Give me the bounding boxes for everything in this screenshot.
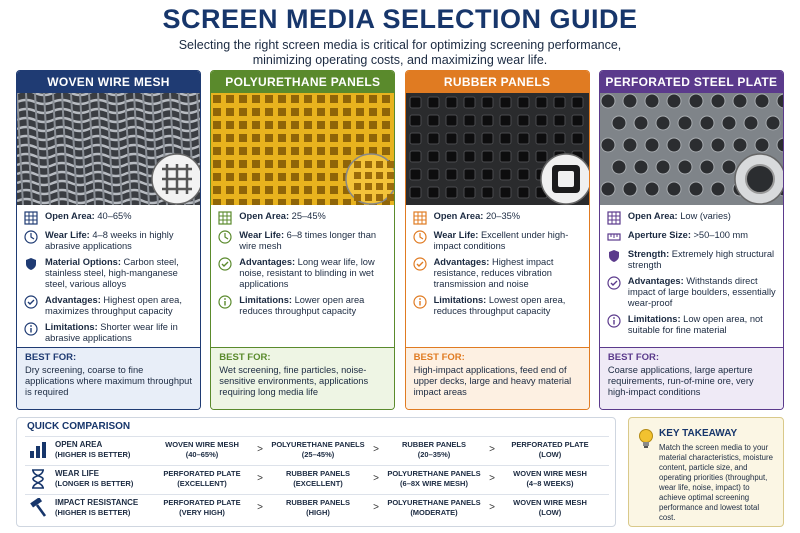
property-key: Open Area: <box>239 211 290 221</box>
takeaway-body: Match the screen media to your material characteristics, moisture content, particle size, and operating priorities (throughput, wear life, noise, impact) to achieve optimal screening performance and lowest total cost. <box>659 443 773 522</box>
property-key: Advantages: <box>433 257 490 267</box>
comparison-value-detail: (EXCELLENT) <box>177 478 227 488</box>
property-key: Limitations: <box>239 295 292 305</box>
info-circle-icon <box>606 314 622 328</box>
shield-icon <box>606 249 622 263</box>
comparison-value <box>499 469 601 488</box>
comparison-value-name: POLYURETHANE PANELS <box>387 469 481 478</box>
best-for-title: BEST FOR: <box>607 352 660 363</box>
property-key: Advantages: <box>45 295 101 305</box>
property-row <box>217 230 388 252</box>
property-value: Long wear life, low noise, resistant to blinding in wet applications <box>239 257 375 289</box>
comparison-value <box>151 498 253 517</box>
property-key: Open Area: <box>627 211 678 221</box>
property-value: Lowest open area, reduces throughput capacity <box>433 295 566 316</box>
property-row <box>23 295 194 317</box>
property-value: 6–8 times longer than wire mesh <box>239 230 377 251</box>
media-card <box>16 70 201 410</box>
best-for <box>600 347 783 409</box>
property-row <box>606 276 777 309</box>
comparison-value <box>499 498 601 517</box>
comparison-label-sub: (HIGHER IS BETTER) <box>55 449 131 459</box>
comparison-value-name: POLYURETHANE PANELS <box>271 440 365 449</box>
arrow-right-icon: > <box>489 444 495 455</box>
property-row <box>606 249 777 271</box>
comparison-value-detail: (LOW) <box>538 507 562 517</box>
property-key: Limitations: <box>433 295 487 305</box>
clock-icon <box>412 230 428 244</box>
property-row <box>217 257 388 290</box>
grid-icon <box>606 211 622 225</box>
comparison-value <box>383 440 485 459</box>
property-row <box>23 322 194 344</box>
comparison-value-name: RUBBER PANELS <box>401 440 467 449</box>
property-row <box>412 211 583 225</box>
property-value: 20–35% <box>483 211 521 221</box>
comparison-value <box>151 469 253 488</box>
property-value: Lower open area reduces throughput capacity <box>239 295 365 316</box>
arrow-right-icon: > <box>373 473 379 484</box>
grid-icon <box>217 211 233 225</box>
property-value: Withstands direct impact of large boulders, essentially wear-proof <box>627 276 776 308</box>
comparison-value-detail: (25–45%) <box>301 449 335 459</box>
property-key: Advantages: <box>627 276 684 286</box>
best-for-text: Wet screening, fine particles, noise-sensitive environments, applications requiring long media life <box>219 365 369 397</box>
comparison-row <box>25 436 609 462</box>
comparison-value-name: WOVEN WIRE MESH <box>513 469 587 478</box>
check-circle-icon <box>23 295 39 309</box>
property-key: Aperture Size: <box>627 230 691 240</box>
best-for <box>211 347 394 409</box>
comparison-value <box>383 498 485 517</box>
comparison-label-sub: (HIGHER IS BETTER) <box>55 507 131 517</box>
card-header: PERFORATED STEEL PLATE <box>600 71 783 93</box>
card-header: WOVEN WIRE MESH <box>17 71 200 93</box>
comparison-value-detail: (HIGH) <box>306 507 330 517</box>
property-row <box>412 257 583 290</box>
best-for-title: BEST FOR: <box>219 352 271 363</box>
media-card <box>210 70 395 410</box>
bar-chart-icon <box>25 439 51 461</box>
comparison-value-name: RUBBER PANELS <box>285 498 351 507</box>
comparison-value-detail: (MODERATE) <box>410 507 458 517</box>
key-takeaway <box>628 417 784 527</box>
arrow-right-icon: > <box>373 444 379 455</box>
check-circle-icon <box>217 257 233 271</box>
card-image <box>17 93 200 205</box>
property-key: Advantages: <box>239 257 296 267</box>
comparison-value-detail: (4–8 WEEKS) <box>526 478 574 488</box>
property-row <box>606 230 777 244</box>
property-value: 40–65% <box>94 211 132 221</box>
best-for-title: BEST FOR: <box>25 352 77 363</box>
property-value: Excellent under high-impact conditions <box>433 230 569 251</box>
page-subtitle: Selecting the right screen media is critical for optimizing screening performance, minimizing operating costs, and maximizing wear life. <box>178 38 622 67</box>
info-circle-icon <box>412 295 428 309</box>
comparison-value-detail: (VERY HIGH) <box>179 507 225 517</box>
best-for-text: High-impact applications, feed end of upper decks, large and heavy material impact areas <box>413 365 572 397</box>
card-properties <box>406 205 589 353</box>
arrow-right-icon: > <box>489 502 495 513</box>
property-key: Open Area: <box>45 211 95 221</box>
card-image <box>211 93 394 205</box>
card-header: POLYURETHANE PANELS <box>211 71 394 93</box>
property-key: Limitations: <box>45 322 98 332</box>
card-image <box>600 93 783 205</box>
comparison-label-text: OPEN AREA <box>55 439 103 449</box>
comparison-value-name: POLYURETHANE PANELS <box>387 498 481 507</box>
takeaway-title: KEY TAKEAWAY <box>659 428 738 439</box>
property-row <box>412 230 583 252</box>
property-value: Highest open area, maximizes throughput capacity <box>45 295 182 316</box>
property-row <box>217 211 388 225</box>
info-circle-icon <box>217 295 233 309</box>
grid-icon <box>23 211 39 225</box>
property-value: Highest impact resistance, reduces vibration transmission and noise <box>433 257 554 289</box>
comparison-value-detail: (20–35%) <box>417 449 451 459</box>
media-card <box>599 70 784 410</box>
card-properties <box>600 205 783 353</box>
media-cards <box>16 70 784 410</box>
card-header: RUBBER PANELS <box>406 71 589 93</box>
arrow-right-icon: > <box>257 502 263 513</box>
comparison-value <box>267 440 369 459</box>
comparison-value <box>151 440 253 459</box>
comparison-label-text: IMPACT RESISTANCE <box>55 497 139 507</box>
arrow-right-icon: > <box>373 502 379 513</box>
comparison-value-name: PERFORATED PLATE <box>163 469 241 478</box>
property-value: 4–8 weeks in highly abrasive applications <box>45 230 174 251</box>
card-properties <box>211 205 394 353</box>
comparison-title: QUICK COMPARISON <box>27 421 131 432</box>
comparison-value-detail: (6–8X WIRE MESH) <box>400 478 468 488</box>
shield-icon <box>23 257 39 271</box>
clock-icon <box>23 230 39 244</box>
comparison-label-text: WEAR LIFE <box>55 468 99 478</box>
media-card <box>405 70 590 410</box>
comparison-value-detail: (40–65%) <box>185 449 219 459</box>
comparison-value-name: WOVEN WIRE MESH <box>513 498 587 507</box>
hourglass-icon <box>25 468 51 490</box>
property-value: 25–45% <box>289 211 326 221</box>
property-key: Strength: <box>627 249 670 259</box>
property-value: Carbon steel, stainless steel, high-manganese steel, various alloys <box>45 257 179 289</box>
property-value: Low open area, not suitable for fine material <box>627 314 763 335</box>
comparison-value-name: PERFORATED PLATE <box>163 498 241 507</box>
clock-icon <box>217 230 233 244</box>
comparison-value <box>383 469 485 488</box>
comparison-value-name: RUBBER PANELS <box>285 469 351 478</box>
property-key: Material Options: <box>45 257 121 267</box>
property-key: Open Area: <box>433 211 484 221</box>
grid-icon <box>412 211 428 225</box>
comparison-value-name: PERFORATED PLATE <box>511 440 589 449</box>
comparison-label <box>51 498 151 518</box>
best-for <box>406 347 589 409</box>
property-value: >50–100 mm <box>690 230 749 240</box>
comparison-label <box>51 440 151 460</box>
lightbulb-icon <box>637 428 655 450</box>
comparison-label <box>51 469 151 489</box>
comparison-label-sub: (LONGER IS BETTER) <box>55 478 134 488</box>
property-key: Limitations: <box>627 314 681 324</box>
comparison-value <box>267 498 369 517</box>
comparison-value-name: WOVEN WIRE MESH <box>165 440 239 449</box>
property-row <box>606 211 777 225</box>
property-key: Wear Life: <box>45 230 90 240</box>
property-row <box>23 257 194 290</box>
arrow-right-icon: > <box>257 444 263 455</box>
best-for-text: Dry screening, coarse to fine applications where maximum throughput is required <box>25 365 192 397</box>
comparison-row <box>25 465 609 491</box>
quick-comparison <box>16 417 616 527</box>
comparison-row <box>25 494 609 520</box>
property-value: Extremely high structural strength <box>627 249 775 270</box>
check-circle-icon <box>412 257 428 271</box>
comparison-value-detail: (LOW) <box>538 449 562 459</box>
best-for-text: Coarse applications, large aperture requirements, run-of-mine ore, very high-impact conditions <box>607 365 754 397</box>
page-title: SCREEN MEDIA SELECTION GUIDE <box>162 4 638 34</box>
property-key: Wear Life: <box>433 230 479 240</box>
ruler-icon <box>606 230 622 244</box>
hammer-icon <box>25 497 51 519</box>
property-key: Wear Life: <box>239 230 285 240</box>
info-circle-icon <box>23 322 39 336</box>
property-row <box>412 295 583 317</box>
property-value: Shorter wear life in abrasive applications <box>45 322 178 343</box>
card-image <box>406 93 589 205</box>
comparison-value-detail: (EXCELLENT) <box>293 478 343 488</box>
comparison-value <box>267 469 369 488</box>
property-row <box>23 230 194 252</box>
property-row <box>217 295 388 317</box>
property-value: Low (varies) <box>677 211 731 221</box>
best-for <box>17 347 200 409</box>
property-row <box>606 314 777 336</box>
arrow-right-icon: > <box>257 473 263 484</box>
check-circle-icon <box>606 276 622 290</box>
arrow-right-icon: > <box>489 473 495 484</box>
best-for-title: BEST FOR: <box>413 352 465 363</box>
card-properties <box>17 205 200 353</box>
property-row <box>23 211 194 225</box>
comparison-value <box>499 440 601 459</box>
